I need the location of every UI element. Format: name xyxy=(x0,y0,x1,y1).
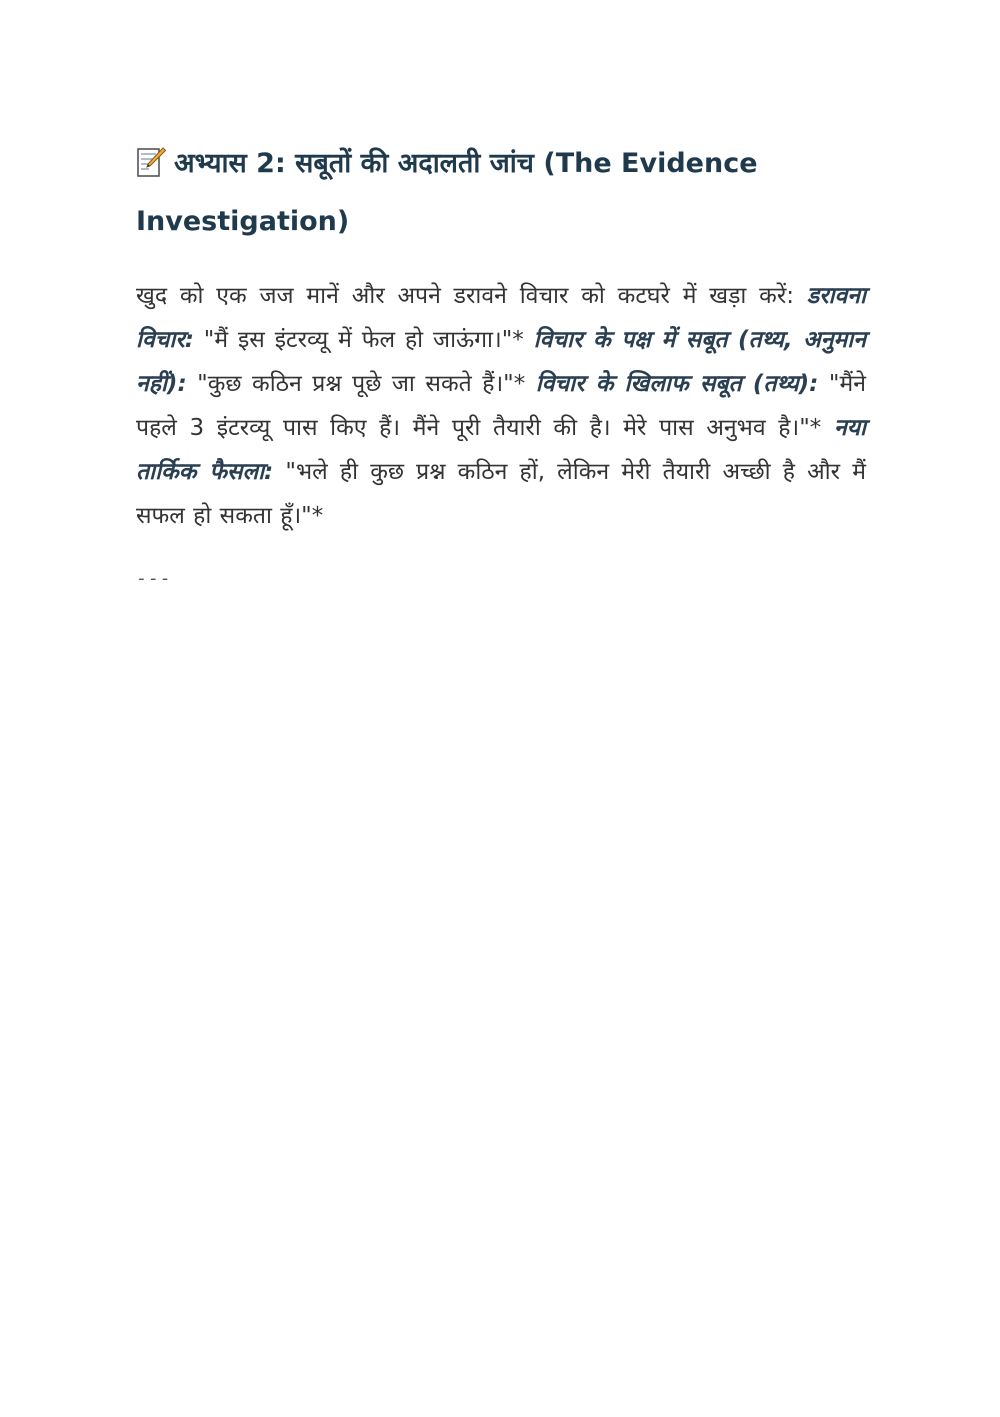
document-page xyxy=(136,138,866,589)
memo-icon xyxy=(136,144,166,196)
evidence-against-label: विचार के खिलाफ सबूत (तथ्य): xyxy=(535,371,819,397)
new-verdict-text: "भले ही कुछ प्रश्न कठिन हों, लेकिन मेरी तैयारी अच्छी है और मैं सफल हो सकता हूँ।"* xyxy=(136,459,866,529)
divider: --- xyxy=(136,568,172,589)
heading-text: अभ्यास 2: सबूतों की अदालती जांच (The Evidence Investigation) xyxy=(136,148,758,237)
evidence-against-text: "मैंने पहले 3 इंटरव्यू पास किए हैं। मैंने पूरी तैयारी की है। मेरे पास अनुभव है।"* xyxy=(136,371,866,441)
intro-text: खुद को एक जज मानें और अपने डरावने विचार को कटघरे में खड़ा करें: xyxy=(136,283,807,309)
evidence-for-label: विचार के पक्ष में सबूत (तथ्य, अनुमान नहीं): xyxy=(136,327,866,397)
new-verdict-label: नया तार्किक फैसला: xyxy=(136,415,866,485)
scary-thought-label: डरावना विचार: xyxy=(136,283,866,353)
section-heading xyxy=(136,138,866,248)
exercise-paragraph xyxy=(136,274,866,538)
evidence-for-text: "कुछ कठिन प्रश्न पूछे जा सकते हैं।"* xyxy=(186,371,536,397)
scary-thought-text: "मैं इस इंटरव्यू में फेल हो जाऊंगा।"* xyxy=(193,327,534,353)
